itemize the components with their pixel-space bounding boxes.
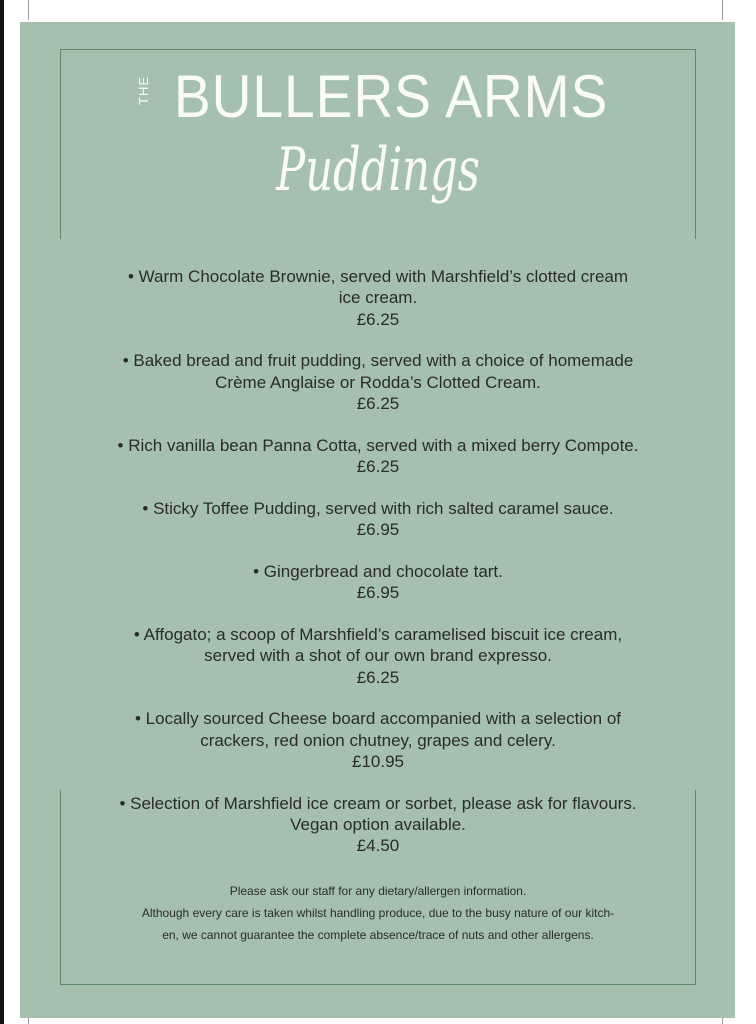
item-price: £6.25 — [356, 667, 400, 687]
menu-item — [40, 266, 716, 330]
item-price: £6.95 — [356, 520, 400, 540]
menu-item — [40, 435, 716, 478]
menu-item — [40, 708, 716, 772]
brand-name: BULLERS ARMS — [173, 63, 608, 130]
item-price: £6.25 — [356, 309, 400, 329]
item-description: • Rich vanilla bean Panna Cotta, served with a mixed berry Compote. — [117, 435, 639, 455]
item-description: ice cream. — [338, 288, 418, 308]
menu-title: Puddings — [276, 135, 480, 205]
item-price: £4.50 — [356, 836, 400, 856]
item-description: served with a shot of our own brand expresso. — [204, 646, 552, 666]
menu-items — [40, 266, 716, 877]
item-price: £6.25 — [356, 393, 400, 413]
item-description: • Affogato; a scoop of Marshfield’s caramelised biscuit ice cream, — [133, 625, 623, 645]
page-edge — [0, 0, 4, 1024]
item-description: • Selection of Marshfield ice cream or sorbet, please ask for flavours. — [119, 793, 637, 813]
menu-item — [40, 498, 716, 541]
crop-mark — [28, 0, 29, 20]
item-price: £10.95 — [352, 752, 404, 772]
crop-mark — [722, 0, 723, 20]
menu-item — [40, 350, 716, 414]
disclaimer-line: Please ask our staff for any dietary/allergen information. — [229, 884, 527, 898]
item-price: £6.95 — [356, 583, 400, 603]
disclaimer-line: en, we cannot guarantee the complete absence/trace of nuts and other allergens. — [162, 928, 594, 942]
item-description: • Gingerbread and chocolate tart. — [253, 561, 503, 581]
menu-item — [40, 561, 716, 604]
brand-prefix: THE — [136, 76, 152, 105]
menu-item — [40, 793, 716, 857]
item-description: • Warm Chocolate Brownie, served with Marshfield’s clotted cream — [127, 267, 629, 286]
item-description: • Sticky Toffee Pudding, served with rich salted caramel sauce. — [142, 498, 614, 518]
item-description: • Locally sourced Cheese board accompanied with a selection of — [134, 709, 621, 729]
crop-mark — [722, 1018, 723, 1024]
allergen-disclaimer — [40, 880, 716, 946]
disclaimer-line: Although every care is taken whilst handling produce, due to the busy nature of our kitch- — [141, 906, 615, 920]
item-description: Vegan option available. — [290, 815, 466, 835]
brand-logo — [0, 62, 756, 131]
item-description: Crème Anglaise or Rodda’s Clotted Cream. — [215, 372, 541, 392]
menu-item — [40, 624, 716, 688]
item-description: crackers, red onion chutney, grapes and celery. — [200, 730, 556, 750]
item-price: £6.25 — [356, 457, 400, 477]
crop-mark — [28, 1018, 29, 1024]
item-description: • Baked bread and fruit pudding, served with a choice of homemade — [122, 351, 634, 371]
